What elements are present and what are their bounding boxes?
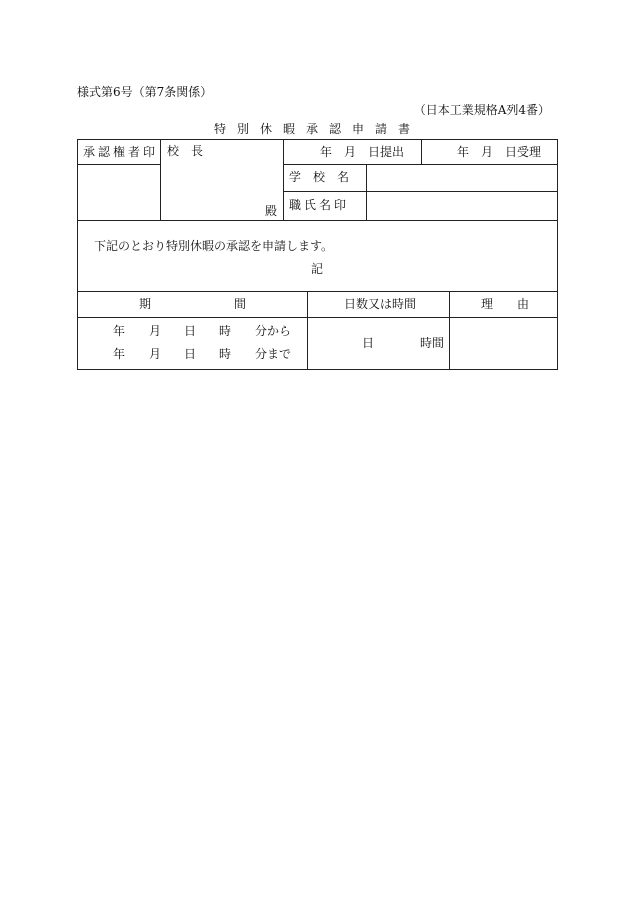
form-number-label: 様式第6号（第7条関係） <box>77 85 213 99</box>
period-header-2: 間 <box>234 297 247 311</box>
ki-label: 記 <box>311 262 324 276</box>
period-header-1: 期 <box>139 297 152 311</box>
to-day-label: 日 <box>184 347 197 361</box>
paper-size-note: （日本工業規格A列4番） <box>413 103 550 117</box>
from-month-label: 月 <box>149 324 162 338</box>
from-minute-label: 分から <box>255 324 292 338</box>
submitted-date-label: 年 月 日提出 <box>320 145 405 159</box>
document-title: 特別休暇承認申請書 <box>213 122 421 136</box>
school-name-label: 学 校 名 <box>289 170 350 184</box>
approver-seal-label: 承認権者印 <box>83 145 159 159</box>
principal-label: 校 長 <box>167 144 204 158</box>
reason-header-2: 由 <box>517 297 530 311</box>
reason-header-1: 理 <box>481 297 494 311</box>
from-day-label: 日 <box>184 324 197 338</box>
to-month-label: 月 <box>149 347 162 361</box>
hours-unit-label: 時間 <box>420 336 445 350</box>
received-date-label: 年 月 日受理 <box>457 145 542 159</box>
request-statement: 下記のとおり特別休暇の承認を申請します。 <box>94 239 334 253</box>
to-year-label: 年 <box>113 347 126 361</box>
duration-header: 日数又は時間 <box>344 297 417 311</box>
days-unit-label: 日 <box>362 336 375 350</box>
staff-name-seal-label: 職氏名印 <box>289 198 350 212</box>
honorific-label: 殿 <box>265 204 278 218</box>
from-hour-label: 時 <box>219 324 232 338</box>
to-hour-label: 時 <box>219 347 232 361</box>
to-minute-label: 分まで <box>255 347 292 361</box>
from-year-label: 年 <box>113 324 126 338</box>
